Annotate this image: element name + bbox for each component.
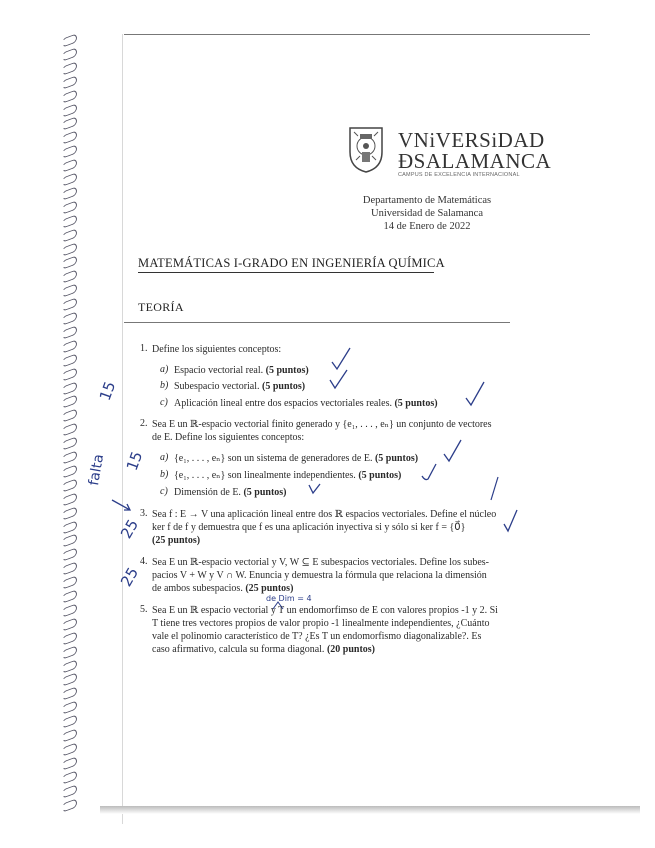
spiral-ring (62, 436, 77, 450)
arrow-icon (110, 498, 134, 514)
handwritten-falta: falta (86, 453, 108, 487)
q1-item-a-label: a) (160, 364, 169, 375)
exam-title: MATEMÁTICAS I-GRADO EN INGENIERÍA QUÍMICA (138, 256, 445, 270)
q1-item-b: Subespacio vectorial. (5 puntos) (174, 381, 306, 392)
spiral-ring (62, 61, 77, 75)
spiral-ring (62, 409, 77, 423)
department-name: Departamento de Matemáticas (362, 195, 492, 206)
spiral-ring (62, 575, 77, 589)
spiral-ring (62, 603, 77, 617)
spiral-ring (62, 339, 77, 353)
spiral-ring (62, 728, 77, 742)
spiral-ring (62, 492, 77, 506)
q2-item-a: {e₁, . . . , eₙ} son un sistema de generadores de E. (5 puntos) (174, 453, 419, 464)
q3-points: (25 puntos) (152, 535, 201, 546)
spiral-ring (62, 700, 77, 714)
q3-number: 3. (140, 508, 148, 519)
spiral-ring (62, 75, 77, 89)
spiral-ring (62, 172, 77, 186)
q3-line1: Sea f : E → V una aplicación lineal entre dos ℝ espacios vectoriales. Define el núcleo (152, 509, 497, 520)
q4-number: 4. (140, 556, 148, 567)
spiral-ring (62, 186, 77, 200)
university-name-line1: VNiVERSiDAD (398, 128, 545, 152)
spiral-ring (62, 645, 77, 659)
department-header (346, 194, 508, 233)
spiral-ring (62, 756, 77, 770)
q1-item-c-label: c) (160, 397, 168, 408)
spiral-ring (62, 589, 77, 603)
q5-line1: Sea E un ℝ espacio vectorial y T un endomorfimso de E con valores propios -1 y 2. Si (152, 605, 498, 616)
q1-item-c: Aplicación lineal entre dos espacios vectoriales reales. (5 puntos) (174, 398, 438, 409)
spiral-ring (62, 659, 77, 673)
spiral-ring (62, 395, 77, 409)
spiral-ring (62, 631, 77, 645)
spiral-ring (62, 381, 77, 395)
q2-line2: de E. Define los siguientes conceptos: (152, 432, 305, 443)
page-left-edge (122, 34, 123, 824)
spiral-ring (62, 687, 77, 701)
q1-item-b-label: b) (160, 380, 169, 391)
q5-number: 5. (140, 604, 148, 615)
spiral-ring (62, 353, 77, 367)
q5-line2: T tiene tres vectores propios de valor propio -1 linealmente independientes, ¿Cuánto (152, 618, 490, 629)
spiral-ring (62, 534, 77, 548)
spiral-ring (62, 422, 77, 436)
university-seal-icon (346, 122, 386, 174)
spiral-ring (62, 784, 77, 798)
q4-line3: de ambos subespacios. (25 puntos) (152, 583, 294, 594)
spiral-ring (62, 548, 77, 562)
spiral-ring (62, 228, 77, 242)
spiral-ring (62, 214, 77, 228)
spiral-ring (62, 770, 77, 784)
spiral-ring (62, 520, 77, 534)
checkmark-icon (442, 438, 464, 464)
spiral-ring (62, 131, 77, 145)
q2-line1: Sea E un ℝ-espacio vectorial finito generado y {e₁, . . . , eₙ} un conjunto de vectores (152, 419, 492, 430)
spiral-ring (62, 714, 77, 728)
checkmark-icon (502, 508, 520, 534)
spiral-ring (62, 798, 77, 812)
checkmark-icon (420, 462, 442, 482)
spiral-ring (62, 506, 77, 520)
caret-icon (272, 600, 284, 610)
spiral-ring (62, 33, 77, 47)
page-bottom-shadow (100, 806, 640, 814)
q1-number: 1. (140, 343, 148, 354)
spiral-ring (62, 478, 77, 492)
spiral-ring (62, 256, 77, 270)
university-logo (346, 122, 552, 179)
handwritten-score-q2: 15 (122, 448, 147, 474)
spiral-ring (62, 283, 77, 297)
university-name-line2: ÐSALAMANCA (398, 149, 552, 173)
spiral-ring (62, 297, 77, 311)
section-title: TEORÍA (138, 300, 184, 314)
university-tagline: CAMPUS DE EXCELENCIA INTERNACIONAL (398, 172, 520, 178)
handwritten-score-q1: 15 (95, 378, 120, 404)
q2-item-c-label: c) (160, 486, 168, 497)
q1-item-a: Espacio vectorial real. (5 puntos) (174, 365, 309, 376)
spiral-ring (62, 144, 77, 158)
university-line: Universidad de Salamanca (371, 208, 483, 219)
title-underline (138, 272, 434, 273)
spiral-binding (62, 36, 76, 816)
handwritten-note-q5: de Dim = 4 (266, 594, 312, 603)
handwritten-score-q3: 25 (116, 516, 143, 542)
spiral-ring (62, 325, 77, 339)
checkmark-icon (308, 483, 322, 495)
spiral-ring (62, 117, 77, 131)
q4-line1: Sea E un ℝ-espacio vectorial y V, W ⊆ E subespacios vectoriales. Define los subes- (152, 557, 489, 568)
spiral-ring (62, 242, 77, 256)
spiral-ring (62, 47, 77, 61)
q1-text: Define los siguientes conceptos: (152, 344, 282, 355)
q5-line4: caso afirmativo, calcula su forma diagonal. (20 puntos) (152, 644, 376, 655)
spiral-ring (62, 89, 77, 103)
q2-item-b: {e₁, . . . , eₙ} son linealmente independientes. (5 puntos) (174, 470, 402, 481)
spiral-ring (62, 673, 77, 687)
q2-item-a-label: a) (160, 452, 169, 463)
spiral-ring (62, 103, 77, 117)
page-top-edge (124, 34, 590, 35)
spiral-ring (62, 742, 77, 756)
spiral-ring (62, 270, 77, 284)
q4-line2: pacios V + W y V ∩ W. Enuncia y demuestra la fórmula que relaciona la dimensión (152, 570, 487, 581)
spiral-ring (62, 367, 77, 381)
q5-line3: vale el polinomio característico de T? ¿Es T un endomorfismo diagonalizable?. Es (152, 631, 482, 642)
spiral-ring (62, 311, 77, 325)
q2-number: 2. (140, 418, 148, 429)
spiral-ring (62, 450, 77, 464)
handwritten-score-q4: 25 (116, 564, 143, 590)
spiral-ring (62, 464, 77, 478)
checkmark-icon (464, 380, 486, 408)
spiral-ring (62, 561, 77, 575)
exam-date: 14 de Enero de 2022 (383, 221, 471, 232)
spiral-ring (62, 617, 77, 631)
section-divider (124, 322, 510, 323)
spiral-ring (62, 200, 77, 214)
spiral-ring (62, 158, 77, 172)
q3-line2: ker f de f y demuestra que f es una aplicación inyectiva si y sólo si ker f = {0⃗} (152, 522, 466, 533)
checkmark-icon (488, 476, 502, 502)
q2-item-c: Dimensión de E. (5 puntos) (174, 487, 287, 498)
checkmark-icon (328, 368, 350, 390)
q2-item-b-label: b) (160, 469, 169, 480)
